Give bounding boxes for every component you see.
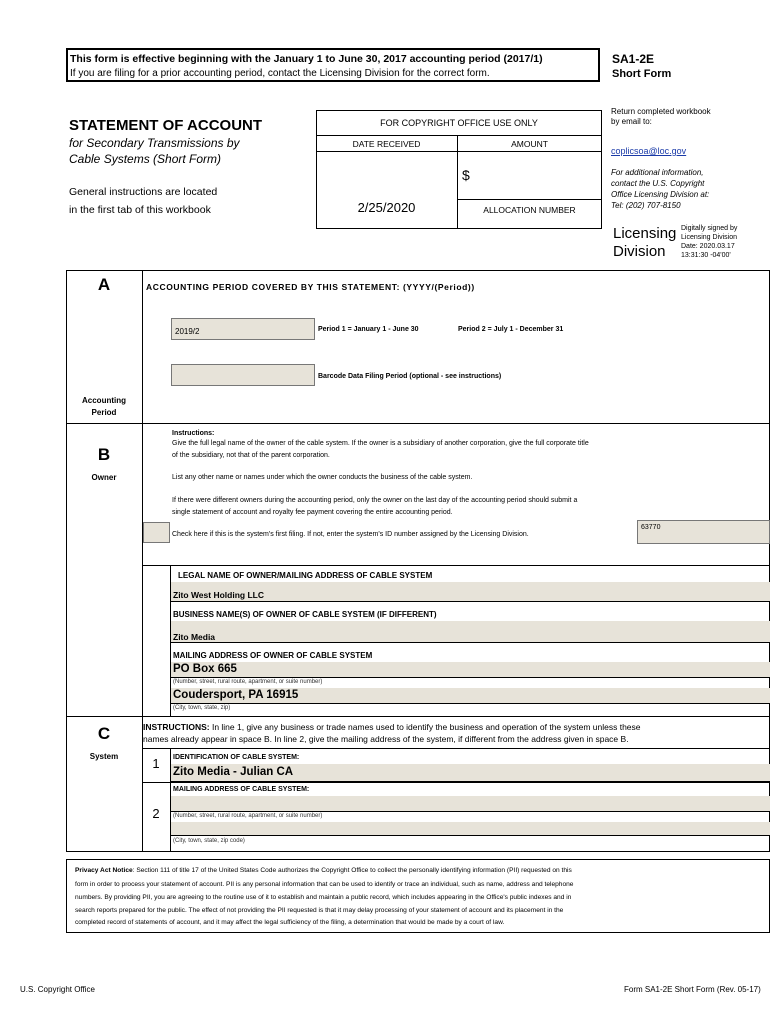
general-instructions-2: in the first tab of this workbook xyxy=(69,204,211,216)
section-b-instructions-title: Instructions: xyxy=(172,430,215,437)
section-b-instruction-3a: If there were different owners during the accounting period, only the owner on the last day of the accounting period should submit a xyxy=(172,497,578,504)
accounting-period-input[interactable] xyxy=(171,318,315,340)
owner-address-1-value: PO Box 665 xyxy=(173,663,237,675)
section-c-instructions-text: In line 1, give any business or trade names used to identify the business and operation of the system unless these xyxy=(209,722,641,732)
system-city-input[interactable] xyxy=(171,822,770,836)
privacy-line-2: form in order to process your statement of account. PII is any personal information that can be used to identify or trace an individual, such as name, address and telephone xyxy=(75,881,574,888)
privacy-line-5: completed record of statements of account, and it may affect the legal sufficiency of the filing, a determination that would be made by a court of law. xyxy=(75,919,505,926)
system-id-input[interactable] xyxy=(637,520,770,544)
amount-label: AMOUNT xyxy=(511,139,548,149)
privacy-line-1 xyxy=(75,867,572,874)
contact-info-2: contact the U.S. Copyright xyxy=(611,179,705,188)
owner-address-line-2[interactable] xyxy=(171,688,770,704)
system-identification-value: Zito Media - Julian CA xyxy=(173,766,294,778)
subtitle-line-2: Cable Systems (Short Form) xyxy=(69,152,222,166)
business-name-input[interactable] xyxy=(171,621,770,643)
effective-line: This form is effective beginning with the January 1 to June 30, 2017 accounting period (2017/1) xyxy=(70,53,543,65)
return-instructions-1: Return completed workbook xyxy=(611,107,711,116)
section-b-instruction-3b: single statement of account and royalty fee payment covering the entire accounting period. xyxy=(172,509,453,516)
return-instructions-2: by email to: xyxy=(611,117,652,126)
contact-info-4: Tel: (202) 707-8150 xyxy=(611,201,681,210)
subtitle-line-1: for Secondary Transmissions by xyxy=(69,136,240,150)
digital-signature-1: Digitally signed by xyxy=(681,225,738,232)
section-c-letter: C xyxy=(97,724,111,743)
system-mailing-label: MAILING ADDRESS OF CABLE SYSTEM: xyxy=(173,786,310,793)
legal-name-value: Zito West Holding LLC xyxy=(173,590,264,600)
office-use-header: FOR COPYRIGHT OFFICE USE ONLY xyxy=(380,118,538,128)
signature-name-1: Licensing xyxy=(613,225,677,242)
contact-info-1: For additional information, xyxy=(611,168,704,177)
general-instructions-1: General instructions are located xyxy=(69,186,218,198)
signature-name-2: Division xyxy=(613,243,666,260)
date-received-value: 2/25/2020 xyxy=(357,200,416,215)
section-a-heading: ACCOUNTING PERIOD COVERED BY THIS STATEMENT: (YYYY/(Period)) xyxy=(146,282,475,292)
owner-mailing-label: MAILING ADDRESS OF OWNER OF CABLE SYSTEM xyxy=(173,651,373,660)
contact-info-3: Office Licensing Division at: xyxy=(611,190,710,199)
section-a-side-label-1: Accounting xyxy=(82,396,126,405)
footer-form-revision: Form SA1-2E Short Form (Rev. 05-17) xyxy=(624,985,761,994)
amount-dollar-sign: $ xyxy=(462,167,470,183)
system-street-hint: (Number, street, rural route, apartment, or suite number) xyxy=(173,813,323,819)
allocation-number-label: ALLOCATION NUMBER xyxy=(483,205,576,215)
business-name-value: Zito Media xyxy=(173,632,216,642)
section-b-instruction-2: List any other name or names under which the owner conducts the business of the cable system. xyxy=(172,474,473,481)
system-identification-input[interactable] xyxy=(171,764,770,782)
owner-address-line-1[interactable] xyxy=(171,662,770,678)
section-a-letter: A xyxy=(97,275,111,294)
line-2-number: 2 xyxy=(152,806,160,821)
section-c-side-label: System xyxy=(89,752,119,761)
digital-signature-3: Date: 2020.03.17 xyxy=(681,243,735,250)
first-filing-checkbox[interactable] xyxy=(143,522,170,543)
email-link[interactable]: coplicsoa@loc.gov xyxy=(611,146,687,156)
section-c-instructions-bold: INSTRUCTIONS: xyxy=(143,722,210,732)
period-1-definition: Period 1 = January 1 - June 30 xyxy=(318,326,419,333)
barcode-period-label: Barcode Data Filing Period (optional - see instructions) xyxy=(318,373,502,380)
footer-office: U.S. Copyright Office xyxy=(20,985,95,994)
form-type: Short Form xyxy=(612,68,672,80)
owner-address-1-hint: (Number, street, rural route, apartment, or suite number) xyxy=(173,679,323,685)
digital-signature-4: 13:31:30 -04'00' xyxy=(681,252,731,259)
section-b-side-label: Owner xyxy=(91,473,117,482)
legal-name-label: LEGAL NAME OF OWNER/MAILING ADDRESS OF CABLE SYSTEM xyxy=(178,571,433,580)
section-b-instruction-1a: Give the full legal name of the owner of the cable system. If the owner is a subsidiary of another corporation, give the full corporate title xyxy=(172,440,589,447)
section-b-letter: B xyxy=(97,445,111,464)
period-2-definition: Period 2 = July 1 - December 31 xyxy=(458,326,564,333)
accounting-period-value: 2019/2 xyxy=(175,327,200,336)
section-a-side-label-2: Period xyxy=(91,408,117,417)
section-b-instruction-1b: of the subsidiary, not that of the parent corporation. xyxy=(172,452,330,459)
business-name-label: BUSINESS NAME(S) OF OWNER OF CABLE SYSTEM (IF DIFFERENT) xyxy=(173,610,437,619)
system-id-value: 63770 xyxy=(641,524,661,531)
owner-address-2-hint: (City, town, state, zip) xyxy=(173,705,231,711)
system-street-input[interactable] xyxy=(171,796,770,812)
system-identification-label: IDENTIFICATION OF CABLE SYSTEM: xyxy=(173,754,300,761)
legal-name-input[interactable] xyxy=(171,582,770,602)
privacy-line-4: search reports prepared for the public. The effect of not providing the PII requested is that it may delay processing of your statement of account and its placement in the xyxy=(75,907,564,914)
owner-address-2-value: Coudersport, PA 16915 xyxy=(173,689,299,701)
page-title: STATEMENT OF ACCOUNT xyxy=(69,117,263,134)
section-c-instructions-1 xyxy=(143,722,641,732)
date-received-label: DATE RECEIVED xyxy=(352,139,421,149)
privacy-text-1: : Section 111 of title 17 of the United States Code authorizes the Copyright Office to collect the personally identifying information (PII) requested on this xyxy=(132,867,572,874)
system-city-hint: (City, town, state, zip code) xyxy=(173,838,245,844)
first-filing-label: Check here if this is the system's first filing. If not, enter the system's ID number assigned by the Licensing Division. xyxy=(172,531,529,538)
line-1-number: 1 xyxy=(152,756,160,771)
section-c-instructions-2: names already appear in space B. In line 2, give the mailing address of the system, if different from the address given in space B. xyxy=(143,734,629,744)
digital-signature-2: Licensing Division xyxy=(681,234,738,241)
prior-period-line: If you are filing for a prior accounting period, contact the Licensing Division for the correct form. xyxy=(70,68,490,79)
privacy-notice-title: Privacy Act Notice xyxy=(75,867,133,874)
privacy-line-3: numbers. By providing PII, you are agreeing to the routine use of it to establish and maintain a public record, which includes appearing in the Office's public indexes and in xyxy=(75,894,572,901)
barcode-period-input[interactable] xyxy=(171,364,315,386)
form-code: SA1-2E xyxy=(612,52,655,66)
